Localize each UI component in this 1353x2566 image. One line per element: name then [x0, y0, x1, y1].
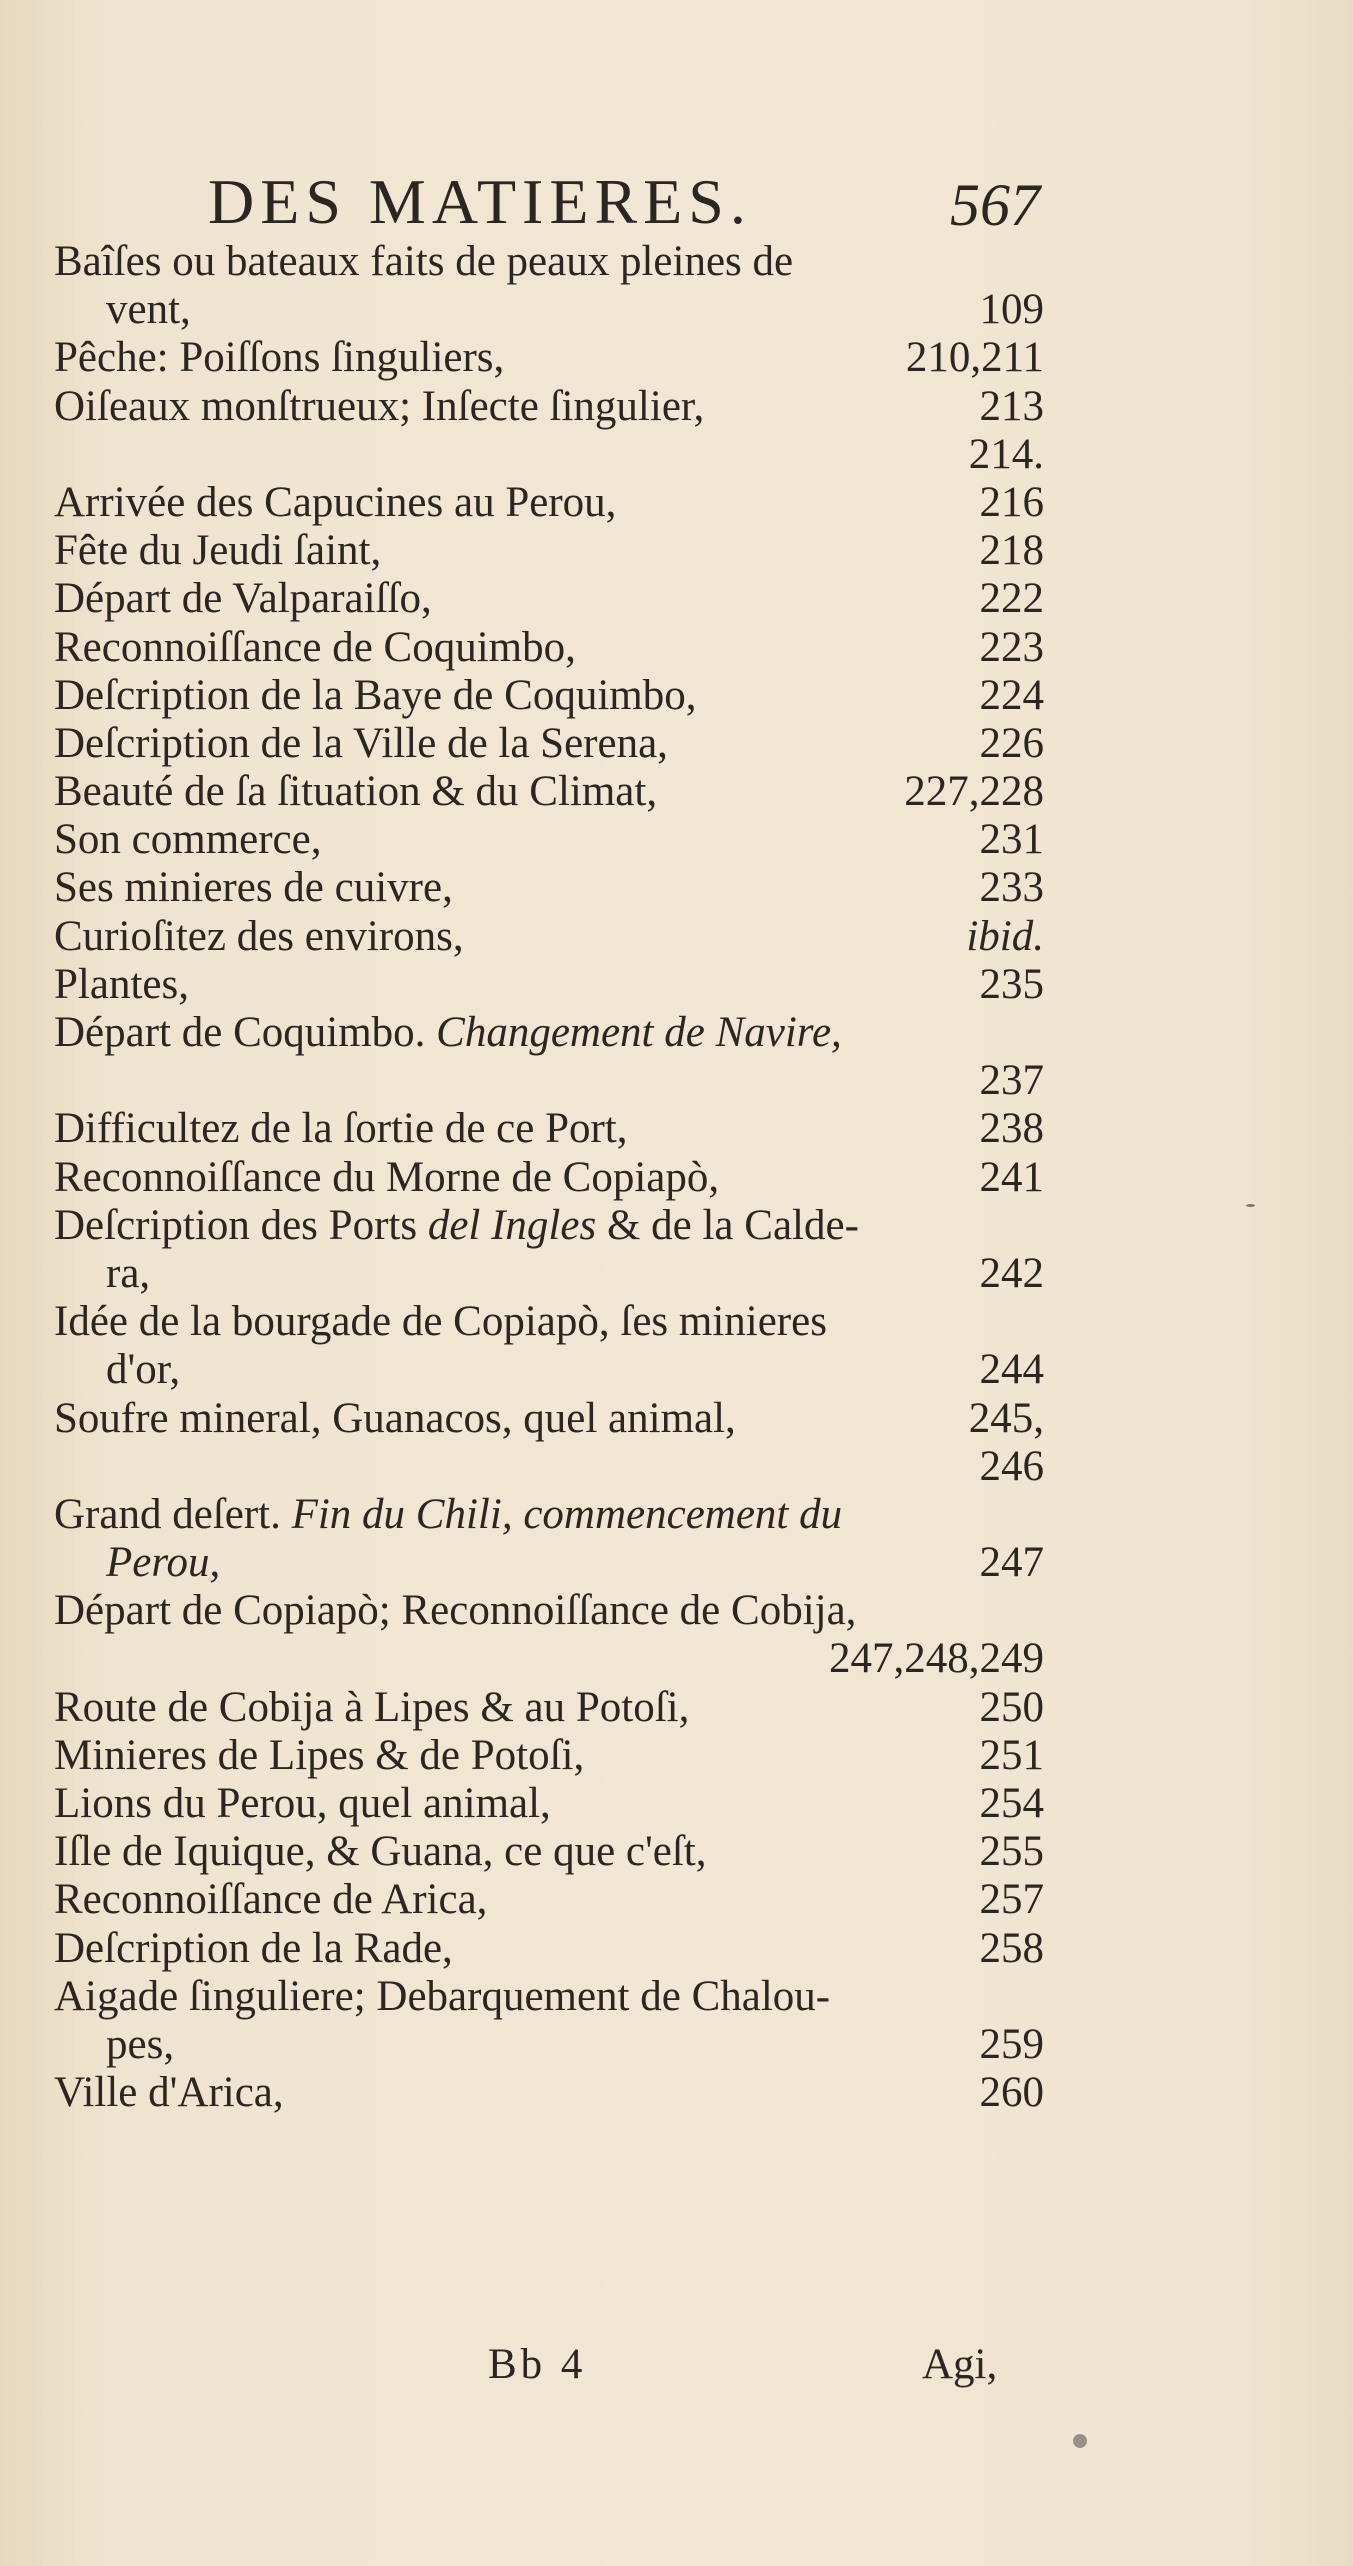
- page-reference: 259: [979, 2020, 1044, 2068]
- entry-text-continued: pes,: [106, 2020, 175, 2068]
- index-entry: [54, 961, 1044, 1009]
- index-entry: [54, 1828, 1044, 1876]
- entry-text: Deſcription des Ports: [54, 1201, 418, 1249]
- page-reference: 258: [979, 1924, 1044, 1972]
- entry-text: Deſcription de la Ville de la Serena,: [54, 719, 668, 767]
- paper-speck: [1246, 1204, 1255, 1207]
- entry-text: Route de Cobija à Lipes & au Potoſi,: [54, 1683, 690, 1731]
- page-reference: 251: [979, 1731, 1044, 1779]
- entry-text: Oiſeaux monſtrueux; Inſecte ſingulier,: [54, 382, 705, 430]
- index-entry: [54, 1925, 1044, 1973]
- entry-text: Plantes,: [54, 960, 189, 1008]
- entry-text: Soufre mineral, Guanacos, quel animal,: [54, 1394, 736, 1442]
- index-entry: [54, 1395, 1044, 1491]
- entry-italic-text: del Ingles: [427, 1201, 597, 1249]
- entry-text-continued: ra,: [106, 1249, 151, 1297]
- page-reference-continued: 247,248,249: [829, 1635, 1044, 1683]
- page-reference: 216: [979, 478, 1044, 526]
- index-entry: [54, 1491, 1044, 1587]
- entry-text: Départ de Copiapò; Reconnoiſſance de Cobija,: [54, 1587, 857, 1635]
- entry-text: Grand deſert.: [54, 1490, 281, 1538]
- signature-mark: Bb 4: [488, 2341, 587, 2388]
- index-entry: [54, 238, 1044, 334]
- index-entry: [54, 624, 1044, 672]
- page-reference: 224: [979, 671, 1044, 719]
- index-entry: [54, 768, 1044, 816]
- page-reference: 247: [979, 1539, 1044, 1587]
- entry-text: Son commerce,: [54, 816, 322, 864]
- entry-text: Reconnoiſſance de Coquimbo,: [54, 623, 576, 671]
- page-reference: 218: [979, 527, 1044, 575]
- entry-text: Départ de Valparaiſſo,: [54, 575, 432, 623]
- index-entry: [54, 1009, 1044, 1105]
- entry-text-continued: d'or,: [106, 1346, 181, 1394]
- index-list: [54, 238, 1044, 2117]
- entry-italic-text-continued: Perou,: [106, 1539, 221, 1587]
- entry-text: Pêche: Poiſſons ſinguliers,: [54, 334, 505, 382]
- page-reference: 260: [979, 2069, 1044, 2117]
- entry-text: Reconnoiſſance de Arica,: [54, 1876, 488, 1924]
- page-reference-continued: 246: [979, 1442, 1044, 1490]
- page-reference: 245,: [968, 1394, 1044, 1442]
- page-reference-continued: 237: [979, 1057, 1044, 1105]
- page-reference: 226: [979, 719, 1044, 767]
- page-reference: 233: [979, 864, 1044, 912]
- index-entry: [54, 383, 1044, 479]
- catchword: Agi,: [922, 2341, 998, 2388]
- entry-text: Curioſitez des environs,: [54, 912, 464, 960]
- index-entry: [54, 1105, 1044, 1153]
- page-reference: 244: [979, 1346, 1044, 1394]
- page-footer: [0, 2340, 1353, 2400]
- entry-text: Arrivée des Capucines au Perou,: [54, 478, 617, 526]
- index-entry: [54, 816, 1044, 864]
- page-reference: 109: [979, 286, 1044, 334]
- entry-text: Difficultez de la ſortie de ce Port,: [54, 1105, 628, 1153]
- entry-text: Départ de Coquimbo.: [54, 1009, 426, 1056]
- index-entry: [54, 913, 1044, 961]
- page-reference: 238: [979, 1105, 1044, 1153]
- page-reference: 222: [979, 575, 1044, 623]
- index-entry: [54, 672, 1044, 720]
- index-entry: [54, 479, 1044, 527]
- page-reference: 223: [979, 623, 1044, 671]
- paper-speck: [1073, 2434, 1087, 2448]
- page-reference: 227,228: [904, 768, 1044, 816]
- entry-text: Deſcription de la Baye de Coquimbo,: [54, 671, 697, 719]
- page-reference: 255: [979, 1828, 1044, 1876]
- index-entry: [54, 1732, 1044, 1780]
- index-entry: [54, 1154, 1044, 1202]
- page-reference: 231: [979, 816, 1044, 864]
- page-reference: ibid.: [966, 912, 1044, 960]
- page-reference: 210,211: [905, 334, 1044, 382]
- page-reference: 241: [979, 1153, 1044, 1201]
- index-entry: [54, 1780, 1044, 1828]
- page-reference-continued: 214.: [968, 430, 1044, 478]
- page-reference: 257: [979, 1876, 1044, 1924]
- index-entry: [54, 1298, 1044, 1394]
- page-reference: 242: [979, 1249, 1044, 1297]
- entry-text-continued: vent,: [106, 286, 191, 334]
- index-entry: [54, 1202, 1044, 1298]
- entry-text: Baîſes ou bateaux faits de peaux pleines de: [54, 238, 794, 285]
- header-title: DES MATIERES.: [208, 166, 752, 237]
- entry-text: Aigade ſinguliere; Debarquement de Chalou-: [54, 1972, 831, 2020]
- page-reference: 254: [979, 1780, 1044, 1827]
- entry-text-after-italic: & de la Calde-: [606, 1201, 859, 1249]
- index-entry: [54, 527, 1044, 575]
- page-number: 567: [950, 172, 1040, 238]
- entry-text: Fête du Jeudi ſaint,: [54, 527, 382, 575]
- page-reference: 213: [979, 382, 1044, 430]
- index-entry: [54, 1973, 1044, 2069]
- entry-italic-text: Fin du Chili, commencement du: [291, 1490, 843, 1538]
- page-reference: 250: [979, 1683, 1044, 1731]
- index-entry: [54, 1587, 1044, 1683]
- entry-text: Idée de la bourgade de Copiapò, ſes minieres: [54, 1298, 827, 1346]
- index-entry: [54, 2069, 1044, 2117]
- index-entry: [54, 864, 1044, 912]
- entry-text: Lions du Perou, quel animal,: [54, 1780, 551, 1827]
- page-header: [208, 165, 1040, 245]
- index-entry: [54, 720, 1044, 768]
- entry-italic-text: Changement de Navire,: [436, 1009, 842, 1056]
- page-reference: 235: [979, 960, 1044, 1008]
- index-entry: [54, 1684, 1044, 1732]
- entry-text: Minieres de Lipes & de Potoſi,: [54, 1731, 585, 1779]
- index-entry: [54, 575, 1044, 623]
- entry-text: Beauté de ſa ſituation & du Climat,: [54, 768, 658, 816]
- entry-text: Deſcription de la Rade,: [54, 1924, 453, 1972]
- entry-text: Ses minieres de cuivre,: [54, 864, 453, 912]
- entry-text: Ville d'Arica,: [54, 2069, 284, 2117]
- entry-text: Iſle de Iquique, & Guana, ce que c'eſt,: [54, 1828, 707, 1876]
- index-entry: [54, 334, 1044, 382]
- index-entry: [54, 1876, 1044, 1924]
- entry-text: Reconnoiſſance du Morne de Copiapò,: [54, 1153, 720, 1201]
